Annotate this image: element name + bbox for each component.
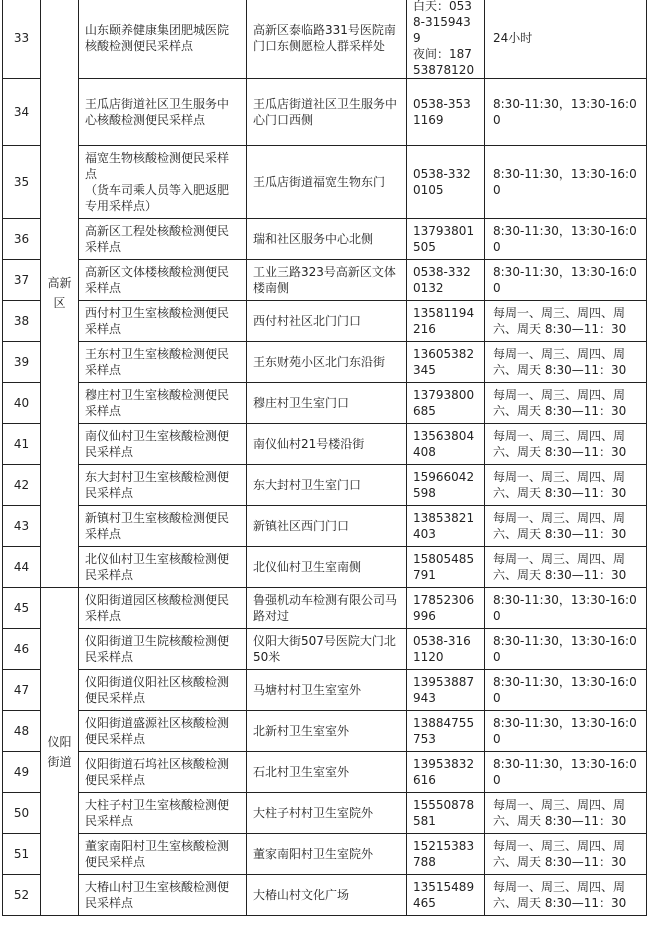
site-address: 高新区泰临路331号医院南门口东侧愿检人群采样处 [247,0,407,79]
service-hours: 8:30-11:30，13:30-16:00 [485,670,647,711]
site-address: 大柱子村村卫生室院外 [247,793,407,834]
contact-phone: 白天：0538-3159439 夜间：18753878120 [407,0,485,79]
row-number: 39 [3,342,41,383]
row-number: 43 [3,506,41,547]
table-row [3,383,647,424]
row-number: 44 [3,547,41,588]
site-name: 仪阳街道石坞社区核酸检测便民采样点 [79,752,247,793]
table-row [3,146,647,219]
row-number: 42 [3,465,41,506]
site-name: 大椿山村卫生室核酸检测便民采样点 [79,875,247,916]
site-name: 董家南阳村卫生室核酸检测便民采样点 [79,834,247,875]
service-hours: 8:30-11:30，13:30-16:00 [485,711,647,752]
service-hours: 每周一、周三、周四、周六、周天 8:30—11：30 [485,506,647,547]
site-address: 西付村社区北门门口 [247,301,407,342]
site-name: 高新区文体楼核酸检测便民采样点 [79,260,247,301]
table-row [3,506,647,547]
service-hours: 每周一、周三、周四、周六、周天 8:30—11：30 [485,424,647,465]
site-address: 王瓜店街道福宽生物东门 [247,146,407,219]
service-hours: 每周一、周三、周四、周六、周天 8:30—11：30 [485,383,647,424]
site-name: 北仪仙村卫生室核酸检测便民采样点 [79,547,247,588]
district-label: 高新区 [47,275,72,310]
contact-phone: 13515489465 [407,875,485,916]
site-name: 大柱子村卫生室核酸检测便民采样点 [79,793,247,834]
table-row [3,834,647,875]
contact-phone: 15966042598 [407,465,485,506]
table-row [3,260,647,301]
site-name: 王瓜店街道社区卫生服务中心核酸检测便民采样点 [79,79,247,146]
site-name: 东大封村卫生室核酸检测便民采样点 [79,465,247,506]
site-name: 高新区工程处核酸检测便民采样点 [79,219,247,260]
table-row [3,629,647,670]
contact-phone: 13563804408 [407,424,485,465]
contact-phone: 0538-3161120 [407,629,485,670]
table-row [3,79,647,146]
district-name [41,588,79,916]
service-hours: 8:30-11:30，13:30-16:00 [485,588,647,629]
table-row [3,875,647,916]
site-address: 工业三路323号高新区文体楼南侧 [247,260,407,301]
site-address: 王东财苑小区北门东沿街 [247,342,407,383]
contact-phone: 15215383788 [407,834,485,875]
row-number: 37 [3,260,41,301]
site-address: 鲁强机动车检测有限公司马路对过 [247,588,407,629]
service-hours: 8:30-11:30，13:30-16:00 [485,219,647,260]
service-hours: 8:30-11:30，13:30-16:00 [485,79,647,146]
contact-phone: 13605382345 [407,342,485,383]
row-number: 49 [3,752,41,793]
contact-phone: 13853821403 [407,506,485,547]
table-row [3,465,647,506]
table-row [3,670,647,711]
row-number: 35 [3,146,41,219]
service-hours: 8:30-11:30，13:30-16:00 [485,629,647,670]
row-number: 51 [3,834,41,875]
site-address: 大椿山村文化广场 [247,875,407,916]
table-row [3,547,647,588]
row-number: 47 [3,670,41,711]
table-row [3,588,647,629]
row-number: 41 [3,424,41,465]
site-name: 仪阳街道卫生院核酸检测便民采样点 [79,629,247,670]
row-number: 52 [3,875,41,916]
table-row [3,793,647,834]
contact-phone: 0538-3320132 [407,260,485,301]
contact-phone: 13953887943 [407,670,485,711]
site-address: 石北村卫生室室外 [247,752,407,793]
table-row [3,342,647,383]
contact-phone: 15805485791 [407,547,485,588]
service-hours: 每周一、周三、周四、周六、周天 8:30—11：30 [485,342,647,383]
sampling-sites-table [2,0,647,916]
site-name: 穆庄村卫生室核酸检测便民采样点 [79,383,247,424]
table-body [3,0,647,916]
site-address: 南仪仙村21号楼沿街 [247,424,407,465]
contact-phone: 15550878581 [407,793,485,834]
site-name: 福宽生物核酸检测便民采样点 （货车司乘人员等入肥返肥专用采样点） [79,146,247,219]
row-number: 48 [3,711,41,752]
site-address: 仪阳大街507号医院大门北50米 [247,629,407,670]
row-number: 36 [3,219,41,260]
district-label: 仪阳街道 [47,734,72,769]
table-row [3,0,647,79]
site-address: 董家南阳村卫生室院外 [247,834,407,875]
table-row [3,711,647,752]
site-address: 北新村卫生室室外 [247,711,407,752]
table-row [3,752,647,793]
row-number: 34 [3,79,41,146]
row-number: 38 [3,301,41,342]
row-number: 45 [3,588,41,629]
table-row [3,301,647,342]
site-name: 山东颐养健康集团肥城医院核酸检测便民采样点 [79,0,247,79]
contact-phone: 13793801505 [407,219,485,260]
site-name: 仪阳街道园区核酸检测便民采样点 [79,588,247,629]
contact-phone: 13581194216 [407,301,485,342]
service-hours: 24小时 [485,0,647,79]
service-hours: 每周一、周三、周四、周六、周天 8:30—11：30 [485,301,647,342]
contact-phone: 0538-3531169 [407,79,485,146]
row-number: 40 [3,383,41,424]
site-name: 西付村卫生室核酸检测便民采样点 [79,301,247,342]
site-address: 马塘村村卫生室室外 [247,670,407,711]
contact-phone: 17852306996 [407,588,485,629]
row-number: 46 [3,629,41,670]
service-hours: 每周一、周三、周四、周六、周天 8:30—11：30 [485,834,647,875]
row-number: 33 [3,0,41,79]
site-name: 仪阳街道仪阳社区核酸检测便民采样点 [79,670,247,711]
contact-phone: 13793800685 [407,383,485,424]
contact-phone: 0538-3320105 [407,146,485,219]
site-name: 王东村卫生室核酸检测便民采样点 [79,342,247,383]
site-address: 瑞和社区服务中心北侧 [247,219,407,260]
service-hours: 每周一、周三、周四、周六、周天 8:30—11：30 [485,465,647,506]
site-address: 穆庄村卫生室门口 [247,383,407,424]
table-row [3,424,647,465]
row-number: 50 [3,793,41,834]
district-name [41,0,79,588]
service-hours: 每周一、周三、周四、周六、周天 8:30—11：30 [485,875,647,916]
service-hours: 8:30-11:30，13:30-16:00 [485,260,647,301]
site-name: 南仪仙村卫生室核酸检测便民采样点 [79,424,247,465]
service-hours: 每周一、周三、周四、周六、周天 8:30—11：30 [485,793,647,834]
site-name: 新镇村卫生室核酸检测便民采样点 [79,506,247,547]
site-address: 北仪仙村卫生室南侧 [247,547,407,588]
table-row [3,219,647,260]
contact-phone: 13884755753 [407,711,485,752]
contact-phone: 13953832616 [407,752,485,793]
service-hours: 每周一、周三、周四、周六、周天 8:30—11：30 [485,547,647,588]
site-address: 新镇社区西门门口 [247,506,407,547]
service-hours: 8:30-11:30，13:30-16:00 [485,146,647,219]
site-name: 仪阳街道盛源社区核酸检测便民采样点 [79,711,247,752]
site-address: 东大封村卫生室门口 [247,465,407,506]
service-hours: 8:30-11:30，13:30-16:00 [485,752,647,793]
site-address: 王瓜店街道社区卫生服务中心门口西侧 [247,79,407,146]
